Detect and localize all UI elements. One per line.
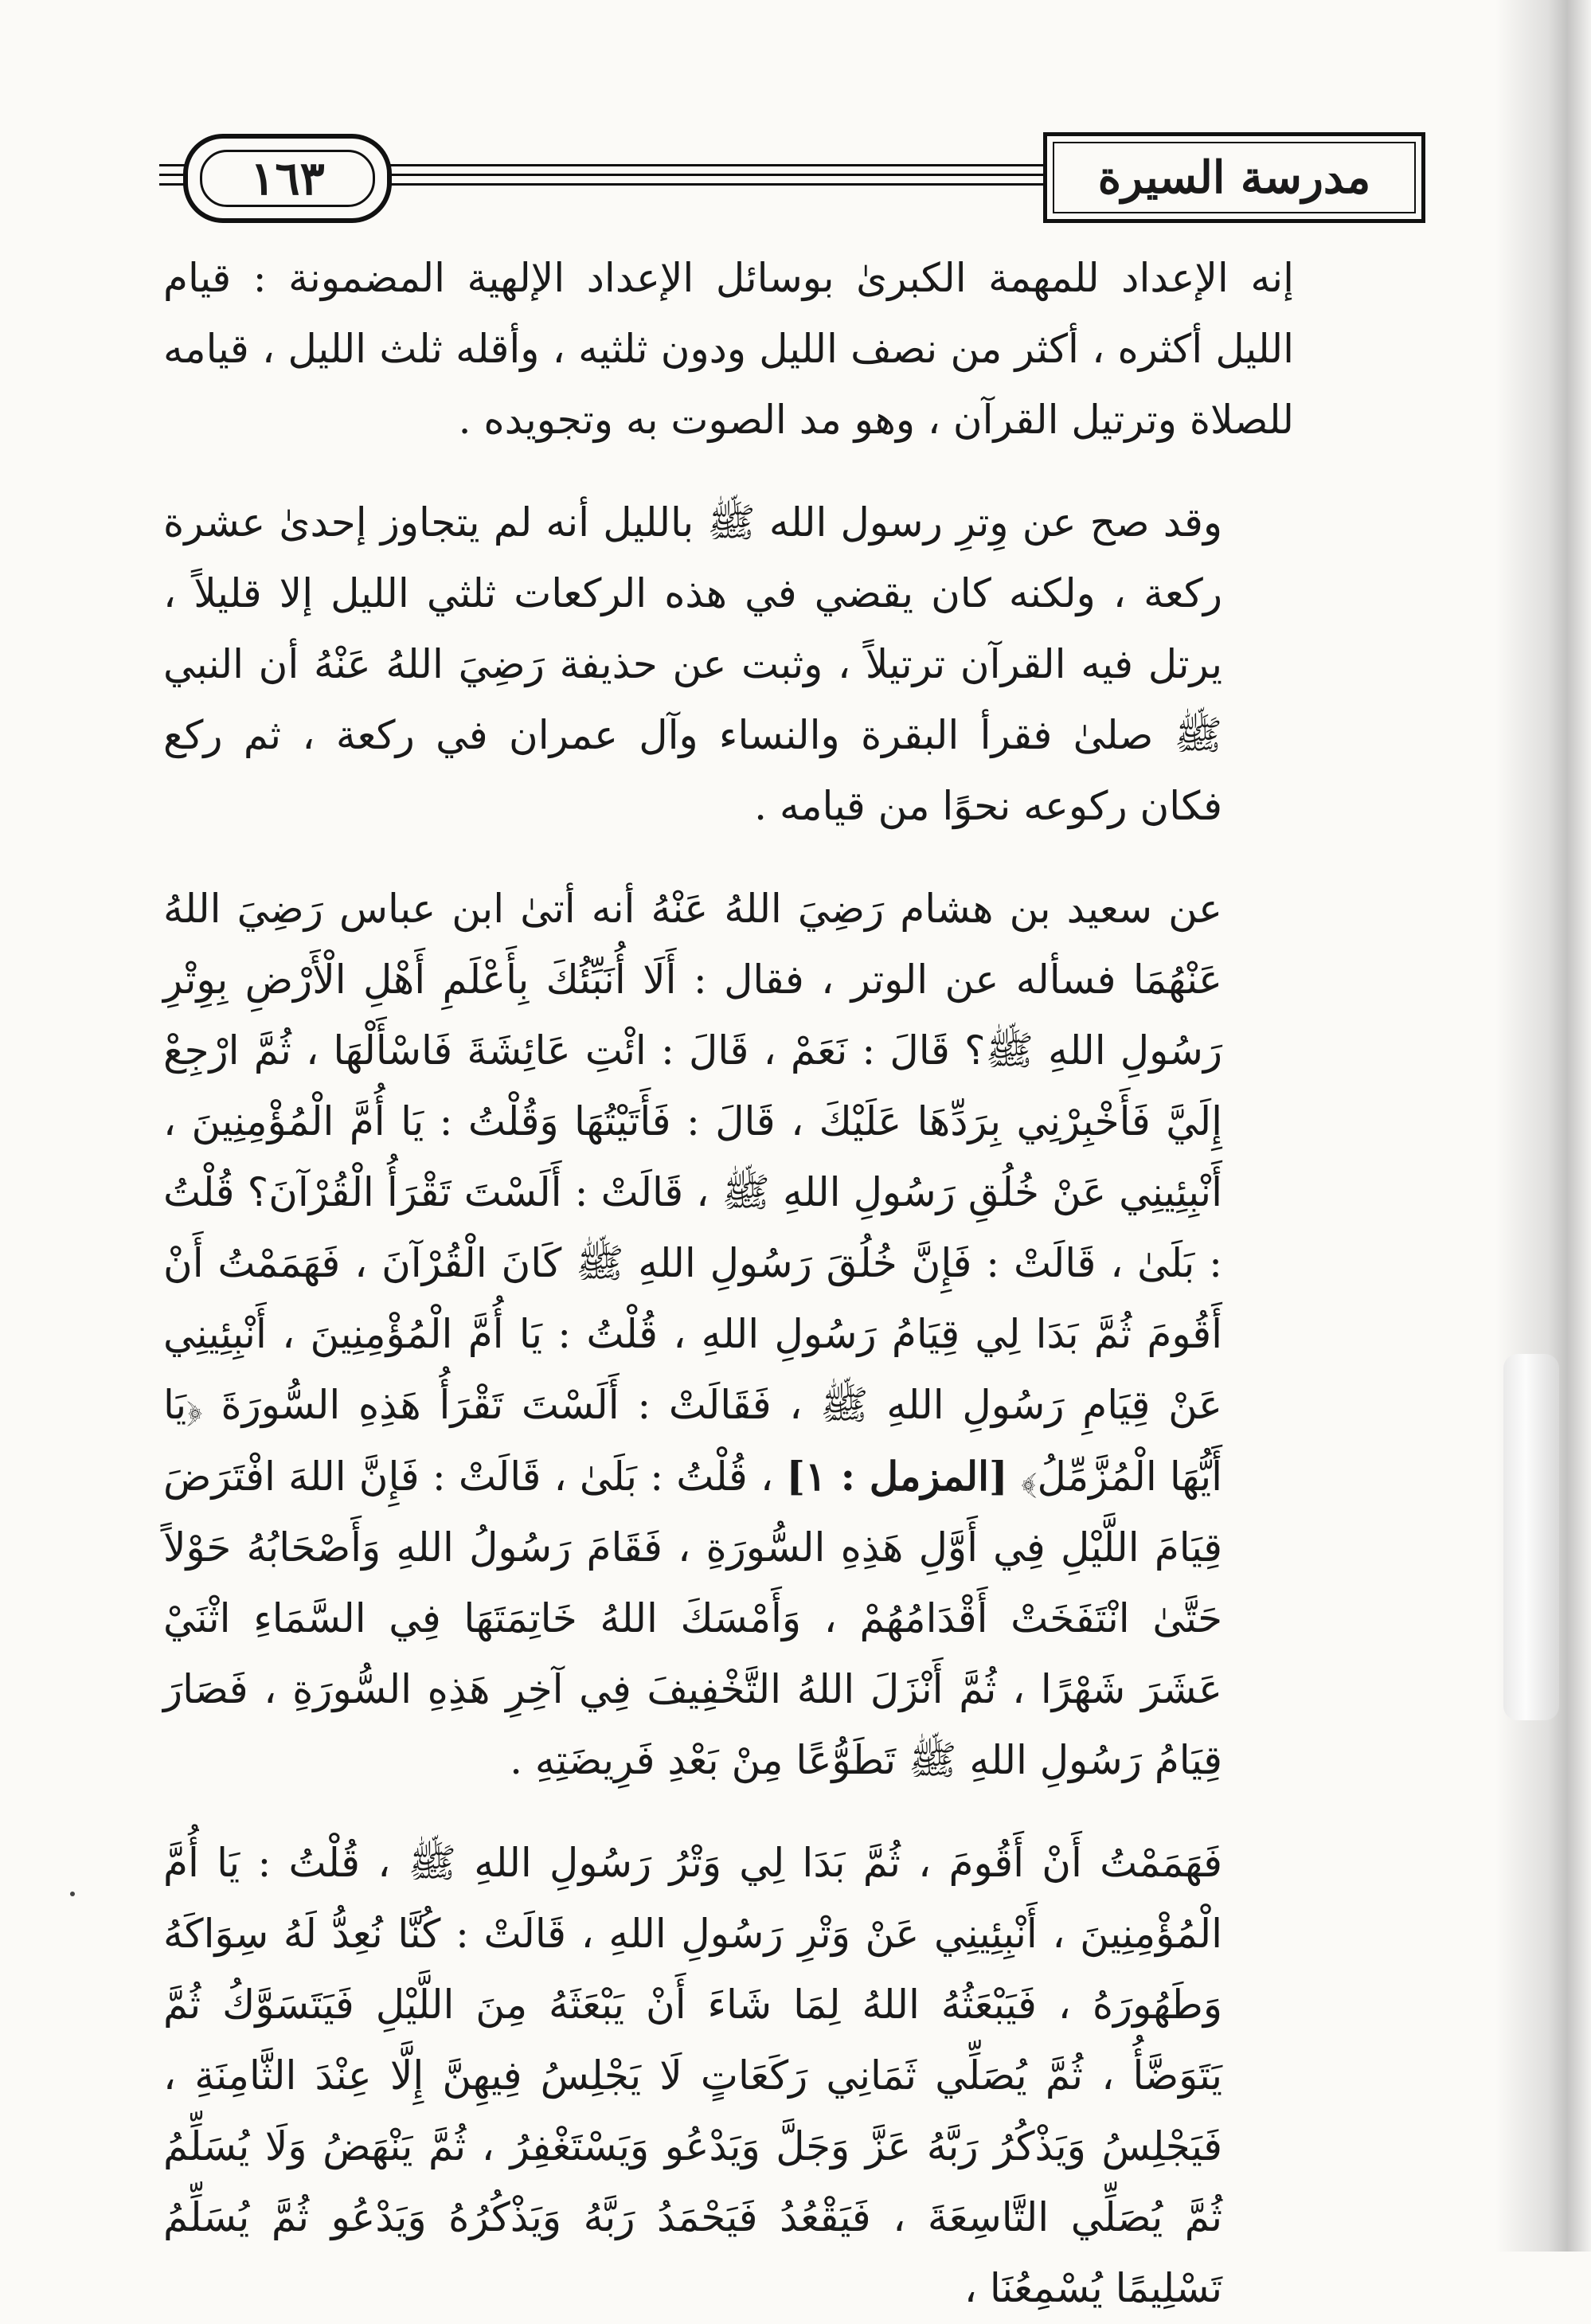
quran-reference: [المزمل : ١] (786, 1453, 1008, 1500)
bookmark-ribbon (1503, 1354, 1559, 1720)
page-header (159, 134, 1425, 221)
page-number-badge (183, 134, 392, 223)
series-title: مدرسة السيرة (1097, 151, 1371, 204)
paragraph: فَهَمَمْتُ أَنْ أَقُومَ ، ثُمَّ بَدَا لِي وَتْرُ رَسُولِ اللهِ ﷺ ، قُلْتُ : يَا أُمَّ الْمُؤْمِنِينَ ، أَنْبِئِينِي عَنْ وَتْرِ رَسُولِ اللهِ ، قَالَتْ : كُنَّا نُعِدُّ لَهُ سِوَاكَهُ وَطَهُورَهُ ، فَيَبْعَثُهُ اللهُ لِمَا شَاءَ أَنْ يَبْعَثَهُ مِنَ اللَّيْلِ فَيَتَسَوَّكُ ثُمَّ يَتَوَضَّأُ ، ثُمَّ يُصَلِّي ثَمَانِي رَكَعَاتٍ لَا يَجْلِسُ فِيهِنَّ إِلَّا عِنْدَ الثَّامِنَةِ ، فَيَجْلِسُ وَيَذْكُرُ رَبَّهُ عَزَّ وَجَلَّ وَيَدْعُو وَيَسْتَغْفِرُ ، ثُمَّ يَنْهَضُ وَلَا يُسَلِّمُ ثُمَّ يُصَلِّي التَّاسِعَةَ ، فَيَقْعُدُ فَيَحْمَدُ رَبَّهُ وَيَذْكُرُهُ وَيَدْعُو ثُمَّ يُسَلِّمُ تَسْلِيمًا يُسْمِعُنَا ، (163, 1840, 1222, 2311)
paragraph-text: ، قُلْتُ : بَلَىٰ ، قَالَتْ : فَإِنَّ اللهَ افْتَرَضَ قِيَامَ اللَّيْلِ فِي أَوَّلِ هَذِهِ السُّورَةِ ، فَقَامَ رَسُولُ اللهِ وَأَصْحَابُهُ حَوْلاً حَتَّىٰ انْتَفَخَتْ أَقْدَامُهُمْ ، وَأَمْسَكَ اللهُ خَاتِمَتَهَا فِي السَّمَاءِ اثْنَيْ عَشَرَ شَهْرًا ، ثُمَّ أَنْزَلَ اللهُ التَّخْفِيفَ فِي آخِرِ هَذِهِ السُّورَةِ ، فَصَارَ قِيَامُ رَسُولِ اللهِ ﷺ تَطَوُّعًا مِنْ بَعْدِ فَرِيضَتِهِ . (163, 1453, 1222, 1783)
paragraph (163, 874, 1294, 1796)
page-fold-shadow (1495, 0, 1591, 2252)
body-text (163, 243, 1294, 2324)
page-number: ١٦٣ (200, 150, 375, 207)
paragraph-text: عن سعيد بن هشام رَضِيَ اللهُ عَنْهُ أنه أتىٰ ابن عباس رَضِيَ اللهُ عَنْهُمَا فسأله عن الوتر ، فقال : أَلَا أُنَبِّئُكَ بِأَعْلَمِ أَهْلِ الْأَرْضِ بِوِتْرِ رَسُولِ اللهِ ﷺ؟ قَالَ : نَعَمْ ، قَالَ : ائْتِ عَائِشَةَ فَاسْأَلْهَا ، ثُمَّ ارْجِعْ إِلَيَّ فَأَخْبِرْنِي بِرَدِّهَا عَلَيْكَ ، قَالَ : فَأَتَيْتُهَا وَقُلْتُ : يَا أُمَّ الْمُؤْمِنِينَ ، أَنْبِئِينِي عَنْ خُلُقِ رَسُولِ اللهِ ﷺ ، قَالَتْ : أَلَسْتَ تَقْرَأُ الْقُرْآنَ؟ قُلْتُ : بَلَىٰ ، قَالَتْ : فَإِنَّ خُلُقَ رَسُولِ اللهِ ﷺ كَانَ الْقُرْآنَ ، فَهَمَمْتُ أَنْ أَقُومَ ثُمَّ بَدَا لِي قِيَامُ رَسُولِ اللهِ ، قُلْتُ : يَا أُمَّ الْمُؤْمِنِينَ ، أَنْبِئِينِي عَنْ قِيَامِ رَسُولِ اللهِ ﷺ ، فَقَالَتْ : أَلَسْتَ تَقْرَأُ هَذِهِ السُّورَةَ ﴿يَا أَيُّهَا الْمُزَّمِّلُ﴾ (163, 886, 1222, 1500)
paragraph: إنه الإعداد للمهمة الكبرىٰ بوسائل الإعداد الإلهية المضمونة : قيام الليل أكثره ، أكثر من نصف الليل ودون ثلثيه ، وأقله ثلث الليل ، قيامه للصلاة وترتيل القرآن ، وهو مد الصوت به وتجويده . (163, 255, 1294, 443)
scan-speck (70, 1892, 75, 1896)
series-title-badge (1043, 132, 1425, 223)
paragraph: وقد صح عن وِترِ رسول الله ﷺ بالليل أنه لم يتجاوز إحدىٰ عشرة ركعة ، ولكنه كان يقضي في هذه الركعات ثلثي الليل إلا قليلاً ، يرتل فيه القرآن ترتيلاً ، وثبت عن حذيفة رَضِيَ اللهُ عَنْهُ أن النبي ﷺ صلىٰ فقرأ البقرة والنساء وآل عمران في ركعة ، ثم ركع فكان ركوعه نحوًا من قيامه . (163, 499, 1222, 829)
